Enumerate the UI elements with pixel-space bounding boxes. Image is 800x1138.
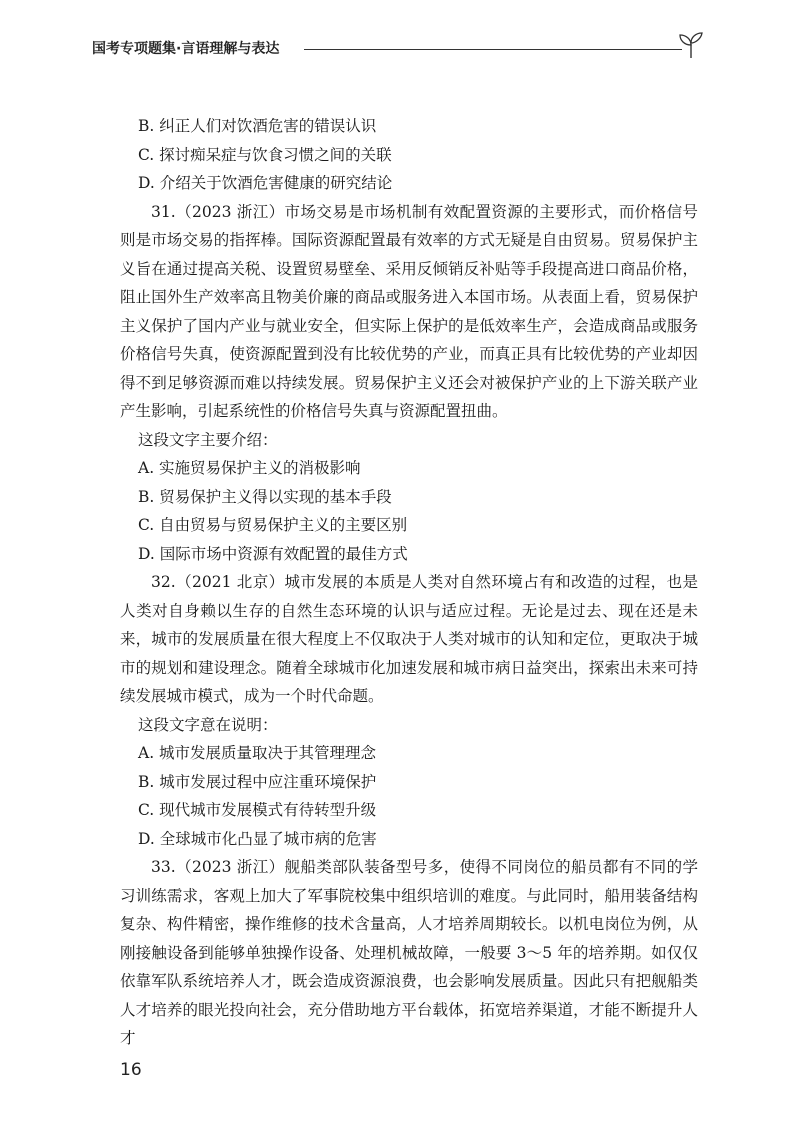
question-32-prompt: 这段文字意在说明： xyxy=(138,715,278,734)
question-31-option-b: B. 贸易保护主义得以实现的基本手段 xyxy=(138,487,392,506)
previous-option-b: B. 纠正人们对饮酒危害的错误认识 xyxy=(138,117,377,135)
previous-option-c: C. 探讨痴呆症与饮食习惯之间的关联 xyxy=(138,145,392,164)
running-header xyxy=(92,28,712,64)
question-32-option-b: B. 城市发展过程中应注重环境保护 xyxy=(138,772,377,791)
sprout-icon xyxy=(676,30,706,60)
question-32-option-a: A. 城市发展质量取决于其管理理念 xyxy=(138,744,377,762)
question-31-stem: 31.（2023 浙江）市场交易是市场机制有效配置资源的主要形式，而价格信号则是市场交易的指挥棒。国际资源配置最有效率的方式无疑是自由贸易。贸易保护主义旨在通过提高关税、设置贸易壁垒、采用反倾销反补贴等手段提高进口商品价格，阻止国外生产效率高且物美价廉的商品或服务进入本国市场。从表面上看，贸易保护主义保护了国内产业与就业安全，但实际上保护的是低效率生产，会造成商品或服务价格信号失真，使资源配置到没有比较优势的产业，而真正具有比较优势的产业却因得不到足够资源而难以持续发展。贸易保护主义还会对被保护产业的上下游关联产业产生影响，引起系统性的价格信号失真与资源配置扭曲。 xyxy=(120,202,698,420)
question-32-option-c: C. 现代城市发展模式有待转型升级 xyxy=(138,801,377,819)
header-title: 国考专项题集·言语理解与表达 xyxy=(92,41,280,57)
question-31-option-d: D. 国际市场中资源有效配置的最佳方式 xyxy=(138,544,408,563)
question-31-option-c: C. 自由贸易与贸易保护主义的主要区别 xyxy=(138,516,408,534)
question-32-stem: 32.（2021 北京）城市发展的本质是人类对自然环境占有和改造的过程，也是人类对自身赖以生存的自然生态环境的认识与适应过程。无论是过去、现在还是未来，城市的发展质量在很大程度上不仅取决于人类对城市的认知和定位，更取决于城市的规划和建设理念。随着全球城市化加速发展和城市病日益突出，探索出未来可持续发展城市模式，成为一个时代命题。 xyxy=(120,573,698,705)
previous-option-d: D. 介绍关于饮酒危害健康的研究结论 xyxy=(138,174,393,192)
question-33-stem: 33.（2023 浙江）舰船类部队装备型号多，使得不同岗位的船员都有不同的学习训练需求，客观上加大了军事院校集中组织培训的难度。与此同时，船用装备结构复杂、构件精密，操作维修的技术含量高，人才培养周期较长。以机电岗位为例，从刚接触设备到能够单独操作设备、处理机械故障，一般要 3～5 年的培养期。如仅仅依靠军队系统培养人才，既会造成资源浪费，也会影响发展质量。因此只有把舰船类人才培养的眼光投向社会，充分借助地方平台载体，拓宽培养渠道，才能不断提升人才 xyxy=(120,858,698,1047)
page-number: 16 xyxy=(120,1060,142,1080)
header-rule xyxy=(304,49,682,50)
question-31-option-a: A. 实施贸易保护主义的消极影响 xyxy=(138,459,361,477)
page-content xyxy=(120,112,698,1053)
question-32-option-d: D. 全球城市化凸显了城市病的危害 xyxy=(138,829,377,848)
question-31-prompt: 这段文字主要介绍： xyxy=(138,430,278,449)
